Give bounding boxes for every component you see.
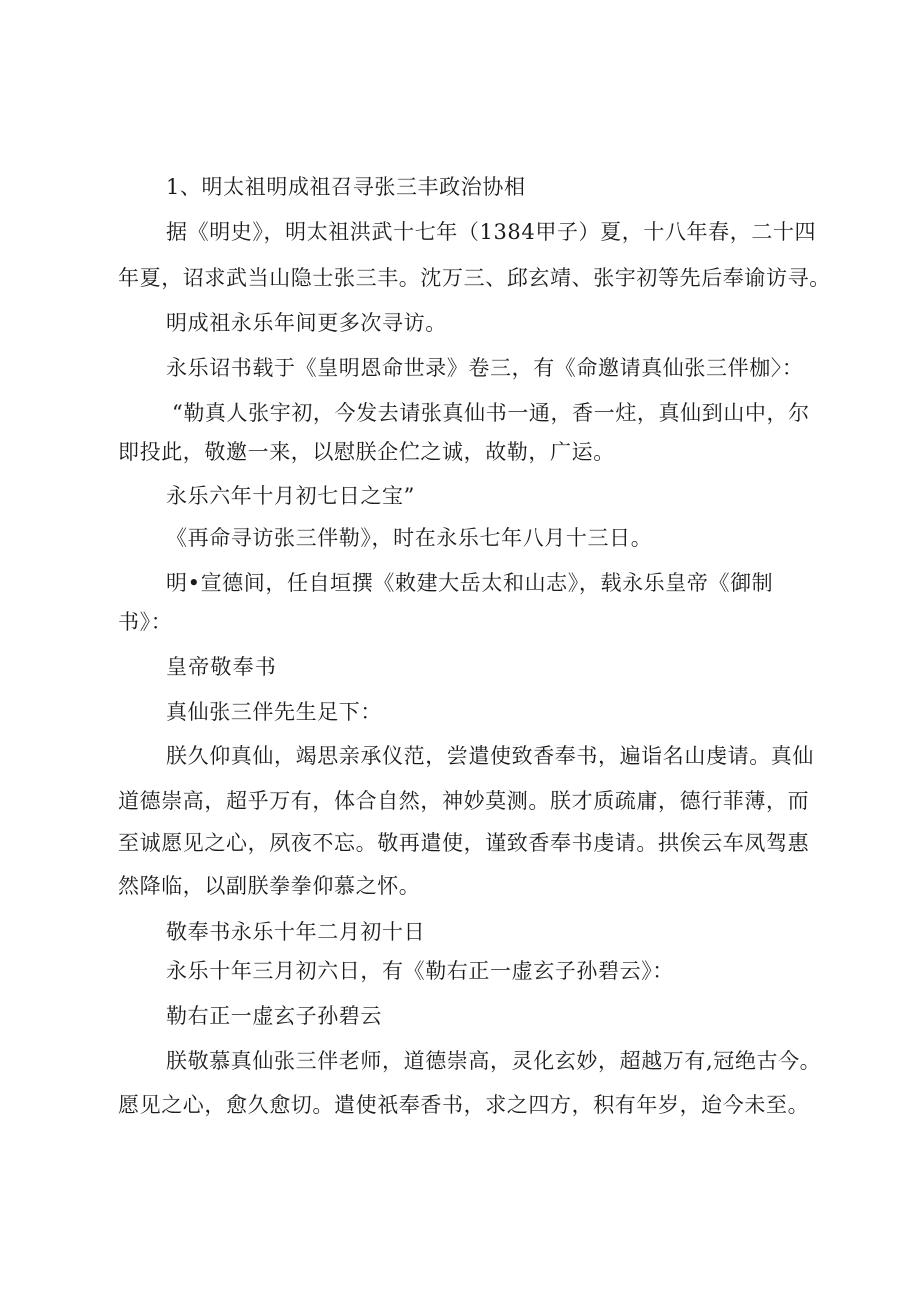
letter-line: 道德崇高，超乎万有，体合自然，神妙莫测。朕才质疏庸，德行菲薄，而 [118, 789, 810, 813]
quote-line: 永乐六年十月初七日之宝” [166, 484, 415, 508]
quote-line: 即投此，敬邀一来，以慰朕企伫之诚，故勒，广运。 [118, 440, 615, 464]
paragraph-line: 书》： [118, 610, 173, 634]
letter-salutation: 真仙张三伴先生足下： [166, 700, 382, 724]
paragraph-line: 据《明史》，明太祖洪武十七年（1384甲子）夏，十八年春，二十四 [166, 220, 817, 244]
letter-line: 然降临，以副朕拳拳仰慕之怀。 [118, 874, 421, 898]
quote-line: “勒真人张宇初，今发去请张真仙书一通，香一炷，真仙到山中，尔 [172, 401, 810, 425]
paragraph-line: 永乐诏书载于《皇明恩命世录》卷三，有《命邀请真仙张三伴枷〉： [166, 356, 804, 380]
letter-title: 勒右正一虚玄子孙碧云 [166, 1004, 382, 1028]
paragraph-line: 明成祖永乐年间更多次寻访。 [166, 311, 447, 335]
letter-line: 朕久仰真仙，竭思亲承仪范，尝遣使致香奉书，遍诣名山虔请。真仙 [166, 744, 814, 768]
letter-title: 皇帝敬奉书 [166, 655, 277, 679]
paragraph-line: 永乐十年三月初六日，有《勒右正一虚玄子孙碧云》： [166, 959, 674, 983]
letter-line: 至诚愿见之心，夙夜不忘。敬再遣使，谨致香奉书虔请。拱俟云车凤驾惠 [118, 831, 810, 855]
paragraph-line: 明•宣德间，任自垣撰《敕建大岳太和山志》，载永乐皇帝《御制 [166, 571, 774, 595]
letter-line: 朕敬慕真仙张三伴老师，道德崇高，灵化玄妙，超越万有,冠绝古今。 [166, 1049, 822, 1073]
paragraph-line: 年夏，诏求武当山隐士张三丰。沈万三、邱玄靖、张宇初等先后奉谕访寻。 [118, 266, 831, 290]
paragraph-line: 《再命寻访张三伴勒》，时在永乐七年八月十三日。 [166, 526, 653, 550]
section-heading: 1、明太祖明成祖召寻张三丰政治协相 [166, 175, 526, 199]
letter-date: 敬奉书永乐十年二月初十日 [166, 920, 426, 944]
letter-line: 愿见之心，愈久愈切。遣使祇奉香书，求之四方，积有年岁，迨今未至。 [118, 1093, 810, 1117]
